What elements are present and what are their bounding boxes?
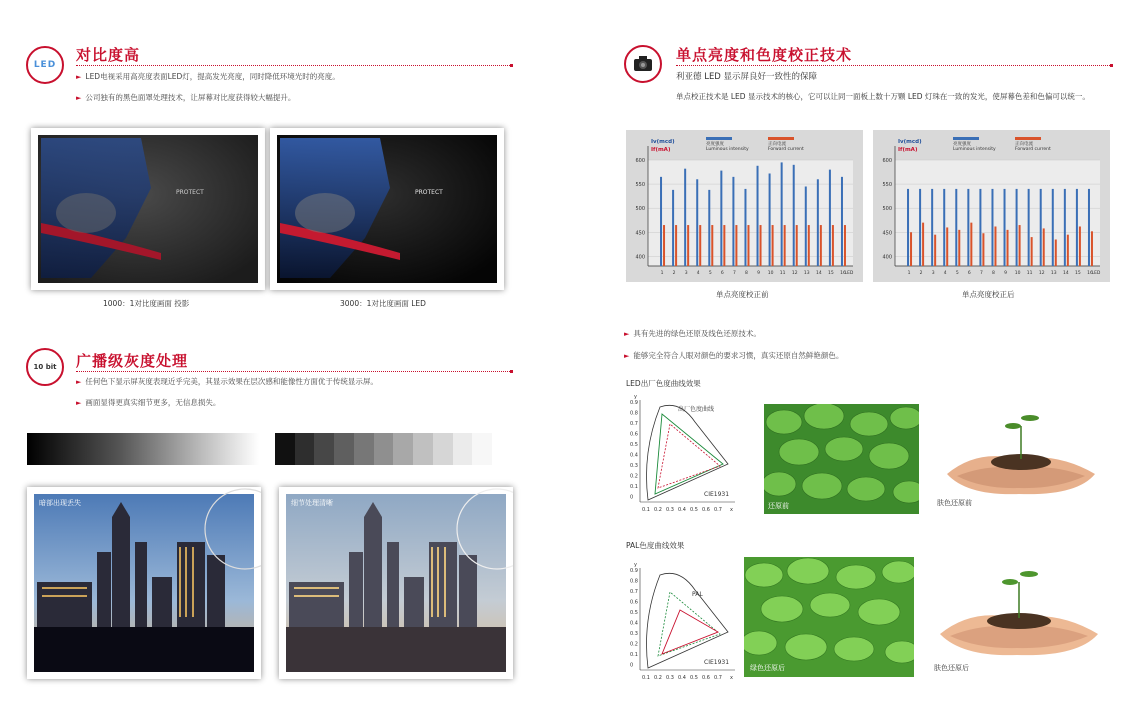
- chart-caption-after: 单点亮度校正后: [962, 290, 1015, 299]
- y-tick-label: 0.3: [630, 463, 638, 469]
- bar: [1067, 235, 1069, 266]
- bar: [699, 225, 701, 266]
- bar: [735, 225, 737, 266]
- bar: [1040, 189, 1042, 266]
- stepped-gradient-bar: [275, 433, 492, 465]
- y-tick-label: 0.8: [630, 578, 638, 585]
- y-tick-label: 600: [635, 158, 645, 164]
- arrow-icon: ►: [76, 94, 82, 102]
- y-tick-label: 0.6: [630, 599, 638, 606]
- bar: [747, 225, 749, 266]
- arrow-icon: ►: [76, 73, 82, 81]
- bar: [1079, 226, 1081, 266]
- y-tick-label: 0.6: [630, 431, 638, 438]
- legend-label: 正向电流: [1015, 142, 1033, 147]
- y-tick-label: 0.4: [630, 620, 638, 627]
- gamut-title-pal: PAL色度曲线效果: [626, 541, 685, 550]
- caption-projection: 1000：1对比度画面 投影: [103, 299, 190, 308]
- bar: [1004, 189, 1006, 266]
- bar: [672, 190, 674, 266]
- x-tick-label: 3: [684, 271, 688, 276]
- x-tick-label: 5: [708, 271, 712, 276]
- y-tick-label: 0.9: [630, 400, 638, 406]
- bar: [708, 190, 710, 266]
- section-title-contrast: 对比度高: [76, 46, 141, 64]
- section-title-calibration: 单点亮度和色度校正技术: [676, 46, 853, 64]
- x-tick-label: 2: [672, 271, 676, 276]
- x-tick-label: 0.2: [654, 507, 662, 513]
- svg-text:出厂色度曲线: 出厂色度曲线: [678, 406, 715, 413]
- bar: [793, 165, 795, 266]
- divider: [76, 371, 512, 373]
- calibration-description: 单点校正技术是 LED 显示技术的核心，它可以让同一面板上数十万颗 LED 灯珠在一致的发光，使屏幕色差和色偏可以统一。: [676, 92, 1090, 101]
- bar: [805, 187, 807, 267]
- bar: [919, 189, 921, 266]
- y-tick-label: 0.5: [630, 442, 638, 448]
- x-tick-label: 9: [757, 271, 760, 276]
- city-photo-detail: [279, 487, 513, 679]
- bar: [808, 225, 810, 266]
- x-tick-label: 2: [919, 271, 923, 276]
- x-tick-label: 14: [1062, 271, 1069, 276]
- x-tick-label: 1: [660, 271, 664, 276]
- x-tick-label: 13: [803, 271, 810, 276]
- svg-text:还原前: 还原前: [768, 502, 789, 510]
- x-tick-label: 6: [967, 271, 971, 276]
- camera-icon: [624, 45, 662, 83]
- legend-swatch: [953, 137, 979, 140]
- bar: [832, 225, 834, 266]
- x-tick-label: 13: [1050, 271, 1057, 276]
- legend-label: 亮度强度: [953, 142, 971, 147]
- plot-area: [895, 160, 1100, 266]
- x-tick-label: 0.3: [666, 507, 674, 513]
- legend-label-en: Forward current: [1015, 147, 1051, 152]
- bar: [660, 177, 662, 266]
- legend-swatch: [1015, 137, 1041, 140]
- bar: [946, 227, 948, 266]
- y-tick-label: 400: [635, 254, 645, 261]
- y-tick-label: 0.1: [630, 652, 638, 658]
- y-tick-label: 550: [635, 182, 645, 189]
- bar: [844, 225, 846, 266]
- bar: [769, 173, 771, 266]
- y-axis-label: Iv(mcd): [651, 139, 675, 145]
- x-tick-label: 11: [1026, 271, 1033, 276]
- caption-led: 3000：1对比度画面 LED: [340, 299, 426, 308]
- bar-chart-after: [873, 130, 1110, 282]
- x-tick-label: 12: [791, 271, 798, 276]
- x-tick-label: 10: [1014, 271, 1021, 276]
- x-tick-label: 4: [696, 271, 700, 276]
- calibration-subtitle: 利亚德 LED 显示屏良好一致性的保障: [676, 72, 818, 82]
- bar: [772, 225, 774, 266]
- bar: [781, 162, 783, 266]
- bar: [958, 230, 960, 266]
- bar: [1019, 225, 1021, 266]
- x-tick-label: 14: [815, 271, 822, 276]
- y-tick-label: 500: [635, 206, 645, 213]
- y-tick-label: 500: [882, 206, 892, 213]
- x-tick-label: 0.3: [666, 675, 674, 681]
- bar: [687, 225, 689, 266]
- bullet-item: ► 具有先进的绿色还原及线色还原技术。: [624, 329, 761, 338]
- led-icon: LED: [26, 46, 64, 84]
- x-tick-label: 6: [720, 271, 724, 276]
- y-axis-label: Iv(mcd): [898, 139, 922, 145]
- bar: [970, 223, 972, 266]
- legend-label-en: Luminous intensity: [706, 147, 749, 152]
- x-tick-label: 0.4: [678, 507, 686, 513]
- bar: [711, 225, 713, 266]
- bar: [720, 171, 722, 266]
- bar: [943, 189, 945, 266]
- svg-text:绿色还原后: 绿色还原后: [750, 664, 785, 672]
- svg-text:PAL: PAL: [692, 591, 703, 598]
- arrow-icon: ►: [76, 378, 82, 386]
- bar: [744, 189, 746, 266]
- legend-label-en: Luminous intensity: [953, 147, 996, 152]
- x-tick-label: 7: [732, 271, 736, 276]
- arrow-icon: ►: [624, 330, 630, 338]
- arrow-icon: ►: [624, 352, 630, 360]
- x-tick-label: 12: [1038, 271, 1045, 276]
- y-tick-label: 0.9: [630, 568, 638, 574]
- y-tick-label: 0.2: [630, 473, 638, 480]
- legend-swatch: [768, 137, 794, 140]
- bar: [979, 189, 981, 266]
- y-tick-label: 600: [882, 158, 892, 164]
- svg-text:暗部出现丢失: 暗部出现丢失: [39, 499, 81, 507]
- x-tick-label: 15: [828, 271, 834, 276]
- bar: [922, 223, 924, 266]
- legend-label-en: Forward current: [768, 147, 804, 152]
- bar: [841, 177, 843, 266]
- bar: [784, 225, 786, 266]
- arrow-icon: ►: [76, 399, 82, 407]
- y-tick-label: 0.8: [630, 410, 638, 417]
- y-tick-label: 0.7: [630, 421, 638, 427]
- x-tick-label: 8: [745, 271, 748, 276]
- bar: [955, 189, 957, 266]
- cie-diagram-pal: [620, 560, 742, 686]
- bar: [991, 189, 993, 266]
- hands-photo-before: [937, 404, 1102, 514]
- x-tick-label: 7: [979, 271, 983, 276]
- divider: [76, 65, 512, 67]
- svg-text:CIE1931: CIE1931: [704, 491, 730, 498]
- bullet-item: ► 任何色下显示屏灰度表现近乎完美，其显示效果在层次感和能像性方面优于传统显示屏。: [76, 377, 378, 386]
- bar: [1064, 189, 1066, 266]
- svg-text:细节处理清晰: 细节处理清晰: [291, 499, 333, 507]
- continuous-gradient-bar: [27, 433, 259, 465]
- x-axis-end-label: x: [730, 675, 733, 681]
- divider: [676, 65, 1112, 67]
- gamut-title-led: LED出厂色度曲线效果: [626, 379, 701, 388]
- legend-label: 正向电流: [768, 142, 786, 147]
- hands-photo-after: [930, 560, 1105, 676]
- x-tick-label: 10: [767, 271, 774, 276]
- bar: [1076, 189, 1078, 266]
- legend-label: 亮度强度: [706, 142, 724, 147]
- chart-caption-before: 单点亮度校正前: [716, 290, 769, 299]
- bar: [732, 177, 734, 266]
- svg-text:肤色还原前: 肤色还原前: [937, 499, 972, 507]
- bullet-item: ► LED电视采用高亮度表面LED灯，提高发光亮度，同时降低环境光时的亮度。: [76, 72, 340, 81]
- bar: [829, 170, 831, 266]
- x-tick-label: 9: [1004, 271, 1007, 276]
- bar: [1091, 231, 1093, 266]
- bar: [796, 225, 798, 266]
- city-photo-dark-loss: [27, 487, 261, 679]
- y2-axis-label: If(mA): [651, 147, 671, 153]
- svg-text:PROTECT: PROTECT: [176, 189, 204, 196]
- bar: [1043, 228, 1045, 266]
- bar: [760, 225, 762, 266]
- bar: [1052, 189, 1054, 266]
- legend-swatch: [706, 137, 732, 140]
- svg-text:CIE1931: CIE1931: [704, 659, 730, 666]
- x-tick-label: LED: [844, 271, 854, 276]
- contrast-photo-led: [270, 128, 504, 290]
- leaf-photo-before: [764, 404, 919, 514]
- x-tick-label: 11: [779, 271, 786, 276]
- divider-end: [1110, 64, 1113, 67]
- bar-chart-before: [626, 130, 863, 282]
- chart-before: [626, 130, 863, 282]
- y-tick-label: 0.1: [630, 484, 638, 490]
- x-tick-label: 0.1: [642, 675, 650, 681]
- bar: [1088, 189, 1090, 266]
- y-tick-label: 450: [635, 230, 645, 237]
- y-tick-label: 0.4: [630, 452, 638, 459]
- y-tick-label: 450: [882, 230, 892, 237]
- bar: [820, 225, 822, 266]
- x-tick-label: 3: [931, 271, 935, 276]
- bar: [696, 179, 698, 266]
- y-tick-label: 0: [630, 494, 634, 501]
- bar: [684, 169, 686, 266]
- x-tick-label: 16: [1087, 271, 1093, 276]
- bar: [934, 235, 936, 266]
- y-tick-label: 0.3: [630, 631, 638, 637]
- y-tick-label: 0: [630, 662, 634, 669]
- x-axis-end-label: x: [730, 507, 733, 513]
- x-tick-label: 0.1: [642, 507, 650, 513]
- chart-after: [873, 130, 1110, 282]
- bar: [994, 226, 996, 266]
- bullet-item: ► 画面显得更真实细节更多，无信息损失。: [76, 398, 221, 407]
- bar: [1055, 240, 1057, 267]
- y-tick-label: 400: [882, 254, 892, 261]
- bullet-item: ► 能够完全符合人眼对颜色的要求习惯，真实还原自然鲜艳颜色。: [624, 351, 844, 360]
- x-tick-label: 0.6: [702, 507, 710, 513]
- x-tick-label: LED: [1091, 271, 1101, 276]
- x-tick-label: 15: [1075, 271, 1081, 276]
- x-tick-label: 0.5: [690, 507, 698, 513]
- bar: [723, 225, 725, 266]
- x-tick-label: 0.2: [654, 675, 662, 681]
- bar: [663, 225, 665, 266]
- bar: [675, 225, 677, 266]
- bar: [982, 233, 984, 266]
- x-tick-label: 0.6: [702, 675, 710, 681]
- x-tick-label: 16: [840, 271, 846, 276]
- divider-end: [510, 370, 513, 373]
- svg-text:PROTECT: PROTECT: [415, 189, 443, 196]
- y-tick-label: 550: [882, 182, 892, 189]
- y-tick-label: 0.5: [630, 610, 638, 616]
- bar: [967, 189, 969, 266]
- cie-diagram-led: [620, 392, 742, 518]
- bar: [817, 179, 819, 266]
- x-tick-label: 0.7: [714, 675, 722, 681]
- x-tick-label: 5: [955, 271, 959, 276]
- x-tick-label: 1: [907, 271, 911, 276]
- x-tick-label: 0.7: [714, 507, 722, 513]
- bar: [1016, 189, 1018, 266]
- divider-end: [510, 64, 513, 67]
- bar: [757, 166, 759, 266]
- bar: [907, 189, 909, 266]
- x-tick-label: 8: [992, 271, 995, 276]
- x-tick-label: 0.4: [678, 675, 686, 681]
- bar: [1007, 230, 1009, 266]
- bar: [910, 232, 912, 266]
- bar: [1031, 237, 1033, 266]
- contrast-photo-projection: [31, 128, 265, 290]
- leaf-photo-after: [744, 557, 914, 677]
- y-axis-end-label: y: [634, 394, 637, 400]
- y2-axis-label: If(mA): [898, 147, 918, 153]
- grayscale-icon: 10 bit: [26, 348, 64, 386]
- svg-text:肤色还原后: 肤色还原后: [934, 664, 969, 672]
- bar: [1028, 189, 1030, 266]
- bullet-item: ► 公司独有的黑色面罩处理技术，让屏幕对比度获得较大幅提升。: [76, 93, 296, 102]
- plot-area: [648, 160, 853, 266]
- y-tick-label: 0.2: [630, 641, 638, 648]
- bar: [931, 189, 933, 266]
- x-tick-label: 0.5: [690, 675, 698, 681]
- x-tick-label: 4: [943, 271, 947, 276]
- y-axis-end-label: y: [634, 562, 637, 568]
- section-title-grayscale: 广播级灰度处理: [76, 352, 189, 370]
- y-tick-label: 0.7: [630, 589, 638, 595]
